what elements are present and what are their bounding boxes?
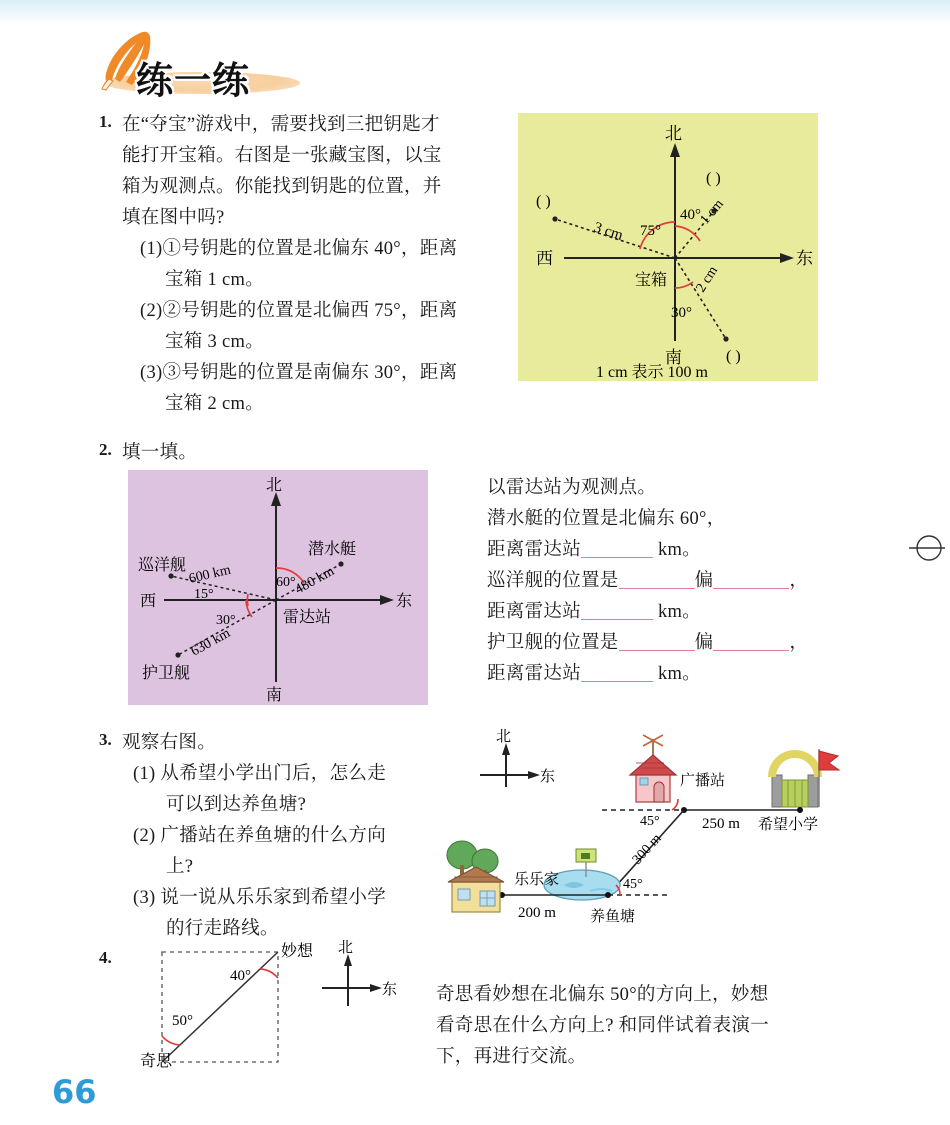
problem-4-number: 4. [99,948,112,967]
fig3-label-station: 广播站 [680,773,726,789]
problem-3-number: 3. [99,730,112,749]
fig4-name-top: 妙想 [281,943,314,960]
fig3-angle-top: 45° [640,814,660,829]
fig1-west: 西 [536,249,553,268]
problem-2-title: 填一填。 [122,443,198,463]
lele-home-icon [447,841,504,912]
problem-1-line-4: 填在图中吗? [122,208,225,228]
problem-1-sub-1-line-1: (1)①号钥匙的位置是北偏东 40°，距离 [140,239,458,259]
problem-1-number: 1. [99,112,112,131]
problem-3-sub-1-line-2: 可以到达养鱼塘? [166,795,307,815]
figure-treasure-map [518,113,818,381]
problem-3-sub-3-line-1: (3) 说一说从乐乐家到希望小学 [133,888,386,908]
fill-4-pre: 护卫舰的位置是 [487,633,619,653]
problem-3-sub-2-line-2: 上? [166,857,194,877]
fill-2-mid: 偏 [694,571,714,591]
problem-1-sub-3-line-1: (3)③号钥匙的位置是南偏东 30°，距离 [140,363,458,383]
problem-1-sub-3-line-2: 宝箱 2 cm。 [165,394,265,414]
fig1-center-label: 宝箱 [635,272,668,289]
fig2-angle-frigate: 30° [216,613,236,628]
fig2-center-label: 雷达站 [283,609,332,626]
fig2-east: 东 [396,593,413,610]
fig3-dist-school: 250 m [702,816,740,832]
problem-2-fill-row-1 [487,535,701,566]
answer-blank[interactable] [581,663,653,682]
answer-blank[interactable] [581,539,653,558]
answer-blank[interactable] [619,570,695,589]
fig2-angle-submarine: 60° [276,575,296,590]
fig2-dist-frigate: 630 km [188,625,234,660]
fig3-east: 东 [540,769,556,785]
fig1-len-a: 1 cm [697,196,727,228]
fig3-north: 北 [496,729,512,745]
fill-5-pre: 距离雷达站 [487,664,582,684]
fig4-angle-top: 40° [230,968,251,984]
problem-1-sub-2-line-2: 宝箱 3 cm。 [165,332,265,352]
problem-2-right-line-1: 以雷达站为观测点。 [487,478,657,498]
problem-2-fill-row-4 [487,628,808,659]
answer-blank[interactable] [619,632,695,651]
figure-radar-station [128,470,428,705]
fig4-east: 东 [382,982,398,998]
problem-3-sub-2-line-1: (2) 广播站在养鱼塘的什么方向 [133,826,386,846]
problem-2-fill-row-5 [487,659,701,690]
fig1-north: 北 [665,124,682,143]
problem-3-sub-1-line-1: (1) 从希望小学出门后，怎么走 [133,764,386,784]
fig2-north: 北 [266,477,283,494]
problem-2-number: 2. [99,440,112,459]
answer-blank[interactable] [713,570,789,589]
problem-1-sub-2-line-1: (2)②号钥匙的位置是北偏西 75°，距离 [140,301,458,321]
fig2-west: 西 [140,593,157,610]
problem-1-line-1: 在“夺宝”游戏中，需要找到三把钥匙才 [122,115,440,135]
top-color-band [0,0,950,26]
fig1-blank-paren-3[interactable]: ( ) [726,348,741,365]
answer-blank[interactable] [581,601,653,620]
fig2-south: 南 [266,687,283,704]
fill-5-post: km。 [653,664,701,684]
fig4-north: 北 [338,940,354,956]
fig2-label-cruiser: 巡洋舰 [138,557,187,574]
fill-3-post: km。 [653,602,701,622]
problem-1-sub-1-line-2: 宝箱 1 cm。 [165,270,265,290]
fig1-south: 南 [665,348,682,367]
fill-4-post: ， [789,633,809,653]
broadcast-station-icon [630,735,676,802]
fill-2-post: ， [789,571,809,591]
registration-mark-icon [905,528,945,568]
fig3-label-school: 希望小学 [758,817,819,833]
fig3-label-home: 乐乐家 [514,872,560,888]
answer-blank[interactable] [713,632,789,651]
section-header-badge [96,30,336,100]
fig3-dist-pond-station: 300 m [629,831,665,868]
problem-4-line-1: 奇思看妙想在北偏东 50°的方向上，妙想 [436,985,769,1005]
figure-village-map [440,725,850,925]
fig1-scale-note: 1 cm 表示 100 m [596,364,708,381]
problem-3-title: 观察右图。 [122,733,217,753]
problem-1-line-3: 箱为观测点。你能找到钥匙的位置，并 [122,177,442,197]
fig1-angle-a: 40° [680,207,701,223]
badge-text: 练一练 [136,59,250,102]
problem-4-line-3: 下，再进行交流。 [436,1047,587,1067]
fig1-angle-c: 30° [671,305,692,321]
problem-2-fill-row-3 [487,597,701,628]
fill-3-pre: 距离雷达站 [487,602,582,622]
fig2-dist-cruiser: 600 km [187,562,233,587]
fig1-len-b: 3 cm [591,219,625,244]
fig2-label-submarine: 潜水艇 [308,541,357,558]
problem-2-right-line-2: 潜水艇的位置是北偏东 60°， [487,509,726,529]
fig4-name-bottom: 奇思 [140,1053,173,1070]
fig3-angle-bottom: 45° [623,877,643,892]
school-icon [772,749,839,807]
fig2-dist-submarine: 480 km [292,563,338,598]
fig1-east: 东 [796,249,813,268]
fig1-angle-b: 75° [640,223,661,239]
problem-3-sub-3-line-2: 的行走路线。 [166,919,279,939]
fig1-blank-paren-2[interactable]: ( ) [706,170,721,187]
fig4-angle-bottom: 50° [172,1013,193,1029]
fig2-angle-cruiser: 15° [194,587,214,602]
problem-2-fill-row-2 [487,566,808,597]
fig2-label-frigate: 护卫舰 [142,665,191,682]
problem-4-line-2: 看奇思在什么方向上? 和同伴试着表演一 [436,1016,770,1036]
fig1-blank-paren-1[interactable]: ( ) [536,193,551,210]
fill-1-post: km。 [653,540,701,560]
fill-4-mid: 偏 [694,633,714,653]
fill-1-pre: 距离雷达站 [487,540,582,560]
figure-direction-square [140,940,430,1070]
fig3-label-pond: 养鱼塘 [590,909,636,925]
fig1-len-c: 2 cm [693,263,722,296]
fill-2-pre: 巡洋舰的位置是 [487,571,619,591]
fig3-dist-home: 200 m [518,905,556,921]
page-number: 66 [52,1073,97,1111]
problem-1-line-2: 能打开宝箱。右图是一张藏宝图，以宝 [122,146,442,166]
